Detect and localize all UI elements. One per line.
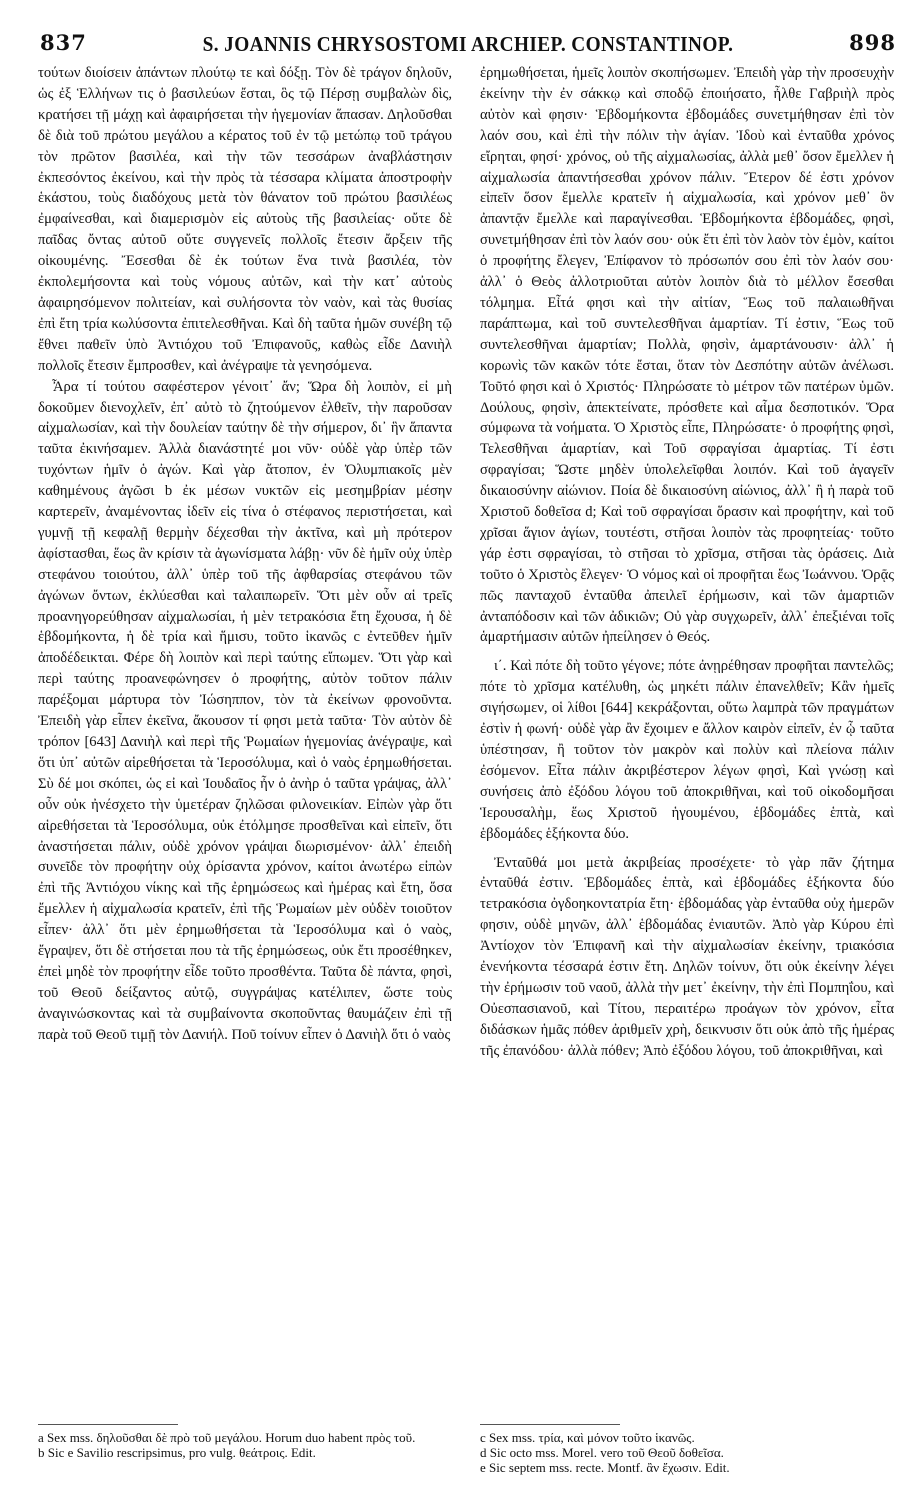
footnote-rule-right — [480, 1424, 620, 1425]
right-column — [480, 63, 894, 1062]
right-paragraph: ι΄. Καὶ πότε δὴ τοῦτο γέγονε; πότε ἀνῃρέθησαν προφῆται παντελῶς; πότε τὸ χρῖσμα κατέλυθη, ὡς μηκέτι πάλιν ἐπανελθεῖν; Κἂν ἡμεῖς σιγήσωμεν, οἱ λίθοι [644] κεκράξονται, οὕτω λαμπρὰ τῶν πραγμάτων ἐστὶν ἡ φωνή· οὐδὲ γὰρ ἂν ἔχοιμεν e ἄλλον καιρὸν εἰπεῖν, ἐν ᾧ ταῦτα ὑπέστησαν, ἢ τοῦτον τὸν μακρὸν καὶ πολὺν καὶ πλείονα πάλιν ἐσόμενον. Εἶτα πάλιν ἀκριβέστερον λέγων φησὶ, Καὶ γνώσῃ καὶ συνήσεις ἀπὸ ἐξόδου λόγου τοῦ ἀποκριθῆναι, καὶ τοῦ οἰκοδομῆσαι Ἱερουσαλὴμ, ἕως Χριστοῦ ἡγουμένου, ἑβδομάδες ἑπτὰ, καὶ ἑβδομάδες ἑξήκοντα δύο. — [480, 658, 894, 842]
running-header — [40, 28, 896, 62]
page-number-left: 837 — [40, 30, 87, 55]
footnote: b Sic e Savilio rescripsimus, pro vulg. θεάτροις. Edit. — [38, 1445, 316, 1460]
left-paragraph: τούτων διοίσειν ἁπάντων πλούτῳ τε καὶ δόξῃ. Τὸν δὲ τράγον δηλοῦν, ὡς ἐξ Ἑλλήνων τις ὁ βασιλεύων ἔσται, ὃς τῷ Πέρσῃ συμβαλὼν δὶς, κρατήσει τῇ μάχῃ καὶ ἀφαιρήσεται τὴν ἡγεμονίαν ἅπασαν. Δηλοῦσθαι δὲ διὰ τοῦ πρώτου μεγάλου a κέρατος τοῦ ἐν τῷ μετώπῳ τοῦ τράγου τὸν πρῶτον βασιλέα, καὶ τὴν τῶν τεσσάρων ἀναβλάστησιν ἐκπεσόντος ἐκείνου, καὶ τὴν πρὸς τὰ τέσσαρα κλίματα ἀποστροφὴν ἑκάστου, τοὺς διαδόχους μετὰ τὸν θάνατον τοῦ πρώτου βασιλέως ἐμφαίνεσθαι, καὶ διαμερισμὸν εἰς αὐτοὺς τῆς βασιλείας· οὔτε δὲ παῖδας ὄντας αὐτοῦ οὔτε συγγενεῖς πολλοῖς ἔτεσιν ἄρξειν τῆς οἰκουμένης. Ἔσεσθαι δὲ ἐκ τούτων ἕνα τινὰ βασιλέα, τὸν ἐκπολεμήσοντα καὶ τοὺς νόμους αὐτῶν, καὶ τὴν κατ᾽ αὐτοὺς ἀφαιρησόμενον πολιτείαν, καὶ συλήσοντα τὸν ναὸν, καὶ τὰς θυσίας ἐπὶ ἔτη τρία κωλύσοντα ἐπιτελεσθῆναι. Καὶ δὴ ταῦτα ἡμῶν συνέβη τῷ ἔθνει παθεῖν ὑπὸ Ἀντιόχου τοῦ Ἐπιφανοῦς, καθὼς εἶδε Δανιὴλ πολλοῖς ἔτεσιν ἔμπροσθεν, καὶ ἀνέγραψε τὰ γενησόμενα. — [38, 65, 452, 374]
page-number-right: 898 — [849, 30, 896, 55]
right-paragraph: ἐρημωθήσεται, ἡμεῖς λοιπὸν σκοπήσωμεν. Ἐπειδὴ γὰρ τὴν προσευχὴν ἐκείνην τὴν ἐν σάκκῳ καὶ σποδῷ ἐποιήσατο, ἦλθε Γαβριὴλ πρὸς αὐτὸν καὶ φησιν· Ἑβδομήκοντα ἑβδομάδες συνετμήθησαν ἐπὶ τὸν λαόν σου, καὶ ἐπὶ τὴν πόλιν τὴν ἁγίαν. Ἰδοὺ καὶ ἐνταῦθα χρόνος εἴρηται, φησί· χρόνος, οὐ τῆς αἰχμαλωσίας, ἀλλὰ μεθ᾽ ὅσον ἔμελλεν ἡ αἰχμαλωσία ἀπαντήσεσθαι χρόνον πάλιν. Ἕτερον δέ ἐστι χρόνον εἰπεῖν ὅσον ἔμελλε κρατεῖν ἡ αἰχμαλωσία, καὶ χρόνον μεθ᾽ ὃν ἀπαντᾷν ἔμελλε καὶ παραγίνεσθαι. Ἑβδομήκοντα ἑβδομάδες, φησὶ, συνετμήθησαν ἐπὶ τὸν λαόν σου· οὐκ ἔτι ἐπὶ τὸν λαὸν τὸν ἐμὸν, καίτοι ὁ προφήτης ἔλεγεν, Ἐπίφανον τὸ πρόσωπόν σου ἐπὶ τὸν λαόν σου· ἀλλ᾽ ὁ Θεὸς ἀλλοτριοῦται αὐτὸν λοιπὸν διὰ τὸ μέλλον ἔσεσθαι τόλμημα. Εἶτά φησι καὶ τὴν αἰτίαν, Ἕως τοῦ παλαιωθῆναι παράπτωμα, καὶ τοῦ συντελεσθῆναι ἁμαρτίαν. Τί ἐστιν, Ἕως τοῦ συντελεσθῆναι ἁμαρτίαν; Πολλὰ, φησὶν, ἁμαρτάνουσιν· ἀλλ᾽ ἡ κορωνὶς τῶν κακῶν τότε ἔσται, ὅταν τὸν Δεσπότην αὐτῶν ἀνέλωσι. Τοῦτό φησι καὶ ὁ Χριστός· Πληρώσατε τὸ μέτρον τῶν πατέρων ὑμῶν. Δούλους, φησὶν, ἀπεκτείνατε, πρόσθετε καὶ αἷμα δεσποτικόν. Ὅρα σύμφωνα τὰ νοήματα. Ὁ Χριστὸς εἶπε, Πληρώσατε· ὁ προφήτης φησὶ, Τελεσθῆναι ἁμαρτίαν, καὶ Τοῦ σφραγίσαι ἁμαρτίας. Τί ἐστι σφραγίσαι; Ὥστε μηδὲν ὑπολελεῖφθαι λοιπόν. Καὶ τοῦ ἀγαγεῖν δικαιοσύνην αἰώνιον. Ποία δὲ δικαιοσύνη αἰώνιος, ἀλλ᾽ ἢ ἡ παρὰ τοῦ Χριστοῦ δοθεῖσα d; Καὶ τοῦ σφραγίσαι ὅρασιν καὶ προφήτην, καὶ τοῦ χρῖσαι ἅγιον ἁγίων, τουτέστι, στῆσαι λοιπὸν τὰς προφητείας· τοῦτο γάρ ἐστι σφραγίσαι, τὸ στῆσαι τὸ χρῖσμα, στῆσαι τὰς ὁράσεις. Διὰ τοῦτο ὁ Χριστὸς ἔλεγεν· Ὁ νόμος καὶ οἱ προφῆται ἕως Ἰωάννου. Ὁρᾷς πῶς πανταχοῦ ἐνταῦθα ἀπειλεῖ ἐρήμωσιν, καὶ τῶν ἁμαρτιῶν ἀνταπόδοσιν καὶ τῶν ἀδικιῶν; Οὐ γὰρ συγχωρεῖν, ἀλλ᾽ ἐπεξιέναι τοῖς ἁμαρτήμασιν αὐτῶν ἠπείλησεν ὁ Θεός. — [480, 65, 894, 646]
footnote: a Sex mss. δηλοῦσθαι δὲ πρὸ τοῦ μεγάλου. Horum duo habent πρὸς τοῦ. — [38, 1430, 416, 1445]
right-paragraph: Ἐνταῦθά μοι μετὰ ἀκριβείας προσέχετε· τὸ γὰρ πᾶν ζήτημα ἐνταῦθά ἐστιν. Ἑβδομάδες ἑπτὰ, καὶ ἑβδομάδες ἑξήκοντα δύο τετρακόσια ὀγδοηκοντατρία ἔτη· ἑβδομάδας γὰρ ἐνταῦθα οὐχ ἡμερῶν φησιν, οὐδὲ μηνῶν, ἀλλ᾽ ἑβδομάδας ἐνιαυτῶν. Ἀπὸ γὰρ Κύρου ἐπὶ Ἀντίοχον τὸν Ἐπιφανῆ καὶ τὴν αἰχμαλωσίαν ἐκείνην, τριακόσια ἐνενήκοντα τέσσαρά ἐστιν ἔτη. Δηλῶν τοίνυν, ὅτι οὐκ ἐκείνην λέγει τὴν ἐρήμωσιν τοῦ ναοῦ, ἀλλὰ τὴν μετ᾽ ἐκείνην, τὴν ἐπὶ Πομπηΐου, καὶ Οὐεσπασιανοῦ, καὶ Τίτου, περαιτέρω προάγων τὸν χρόνον, εἶτα διδάσκων ἡμᾶς πόθεν ἀριθμεῖν χρὴ, δεικνυσιν ὅτι οὐκ ἀπὸ τῆς ἡμέρας τῆς ἐπανόδου· ἀλλὰ πόθεν; Ἀπὸ ἐξόδου λόγου, τοῦ ἀποκριθῆναι, καὶ — [480, 854, 894, 1059]
footnote: d Sic octo mss. Morel. vero τοῦ Θεοῦ δοθεῖσα. — [480, 1445, 724, 1460]
running-title: S. JOANNIS CHRYSOSTOMI ARCHIEP. CONSTANTINOP. — [202, 32, 734, 56]
footnote: e Sic septem mss. recte. Montf. ἂν ἔχωσιν. Edit. — [480, 1460, 730, 1475]
footnotes-left — [38, 1430, 452, 1460]
left-column — [38, 63, 452, 1046]
footnote: c Sex mss. τρία, καὶ μόνον τοῦτο ἱκανῶς. — [480, 1430, 695, 1445]
left-paragraph: Ἆρα τί τούτου σαφέστερον γένοιτ᾽ ἄν; Ὥρα δὴ λοιπὸν, εἰ μὴ δοκοῦμεν διενοχλεῖν, ἐπ᾽ αὐτὸ τὸ ζητούμενον ἐλθεῖν, τὴν παροῦσαν αἰχμαλωσίαν, καὶ τὴν δουλείαν ταύτην δὲ τὴν σήμερον, δι᾽ ἣν ἅπαντα ταῦτα ἐκινήσαμεν. Ἀλλὰ διανάστητέ μοι νῦν· οὐδὲ γὰρ ὑπὲρ τῶν τυχόντων ἡμῖν ὁ ἀγών. Καὶ γὰρ ἄτοπον, ἐν Ὀλυμπιακοῖς μὲν καθημένους ἀγῶσι b ἐκ μέσων νυκτῶν εἰς μεσημβρίαν μέσην καρτερεῖν, ἀναμένοντας ἰδεῖν εἰς τίνα ὁ στέφανος περιστήσεται, καὶ γυμνῇ τῇ κεφαλῇ θερμὴν δέχεσθαι τὴν ἀκτῖνα, καὶ μὴ πρότερον ἀφίστασθαι, ἕως ἂν κρίσιν τὰ ἀγωνίσματα λάβῃ· νῦν δὲ ἡμῖν οὐχ ὑπὲρ στεφάνου τοιούτου, ἀλλ᾽ ὑπὲρ τοῦ τῆς ἀφθαρσίας στεφάνου τῶν ἀγώνων ὄντων, ἐκλύεσθαι καὶ ταλαιπωρεῖν. Ὅτι μὲν οὖν αἱ τρεῖς προανηγορεύθησαν αἰχμαλωσίαι, ἡ μὲν τετρακόσια ἔτη ἔχουσα, ἡ δὲ ἑβδομήκοντα, ἡ δὲ τρία καὶ ἥμισυ, τοῦτο ἱκανῶς c ἐντεῦθεν ἡμῖν ἀποδέδεικται. Φέρε δὴ λοιπὸν καὶ περὶ ταύτης εἴπωμεν. Ὅτι γὰρ καὶ περὶ ταύτης προανεφώνησεν ὁ προφήτης, αὐτὸν τοῦτον πάλιν παρέξομαι μάρτυρα τὸν Ἰώσηππον, τὸν τὰ ἐκείνων φρονοῦντα. Ἐπειδὴ γὰρ εἶπεν ἐκεῖνα, ἄκουσον τί φησι μετὰ ταῦτα· Τὸν αὐτὸν δὲ τρόπον [643] Δανιὴλ καὶ περὶ τῆς Ῥωμαίων ἡγεμονίας ἀνέγραψε, καὶ ὅτι ὑπ᾽ αὐτῶν αἱρεθήσεται τὰ Ἱεροσόλυμα, καὶ ὁ ναὸς ἐρημωθήσεται. Σὺ δέ μοι σκόπει, ὡς εἰ καὶ Ἰουδαῖος ἦν ὁ ἀνὴρ ὁ ταῦτα γράψας, ἀλλ᾽ οὖν οὐκ ἠνέσχετο τὴν ὑμετέραν ζηλῶσαι φιλονεικίαν. Εἰπὼν γὰρ ὅτι αἱρεθήσεται τὰ Ἱεροσόλυμα, οὐκ ἐτόλμησε προσθεῖναι καὶ εἰπεῖν, ὅτι ἀναστήσεται πάλιν, οὐδὲ χρόνον γράψαι διωρισμένον· ἀλλ᾽ ἐπειδὴ συνεῖδε τὸν προφήτην οὐχ ὁρίσαντα χρόνον, καίτοι ἀνωτέρω εἰπὼν ἐπὶ τῆς Ἀντιόχου νίκης καὶ τῆς ἐρημώσεως καὶ ἡμέρας καὶ ἔτη, ὅσα ἔμελλεν ἡ αἰχμαλωσία κρατεῖν, ἐπὶ τῆς Ῥωμαίων μὲν οὐδὲν τοιοῦτον εἶπεν· ἀλλ᾽ ὅτι μὲν ἐρημωθήσεται τὰ Ἱεροσόλυμα καὶ ὁ ναὸς, ἔγραψεν, ὅτι δὲ στήσεται που τὰ τῆς ἐρημώσεως, οὐκ ἔτι προσέθηκεν, ἐπεὶ μηδὲ τὸν προφήτην εἶδε τοῦτο προσθέντα. Ταῦτα δὲ πάντα, φησὶ, τοῦ Θεοῦ δείξαντος αὐτῷ, συγγράψας κατέλιπεν, ὥστε τοὺς ἀναγινώσκοντας καὶ τὰ συμβαίνοντα σκοποῦντας θαυμάζειν ἐπὶ τῇ παρὰ τοῦ Θεοῦ τιμῇ τὸν Δανιήλ. Ποῦ τοίνυν εἶπεν ὁ Δανιὴλ ὅτι ὁ ναὸς — [38, 378, 452, 1043]
footnotes-right — [480, 1430, 894, 1475]
footnote-rule-left — [38, 1424, 178, 1425]
